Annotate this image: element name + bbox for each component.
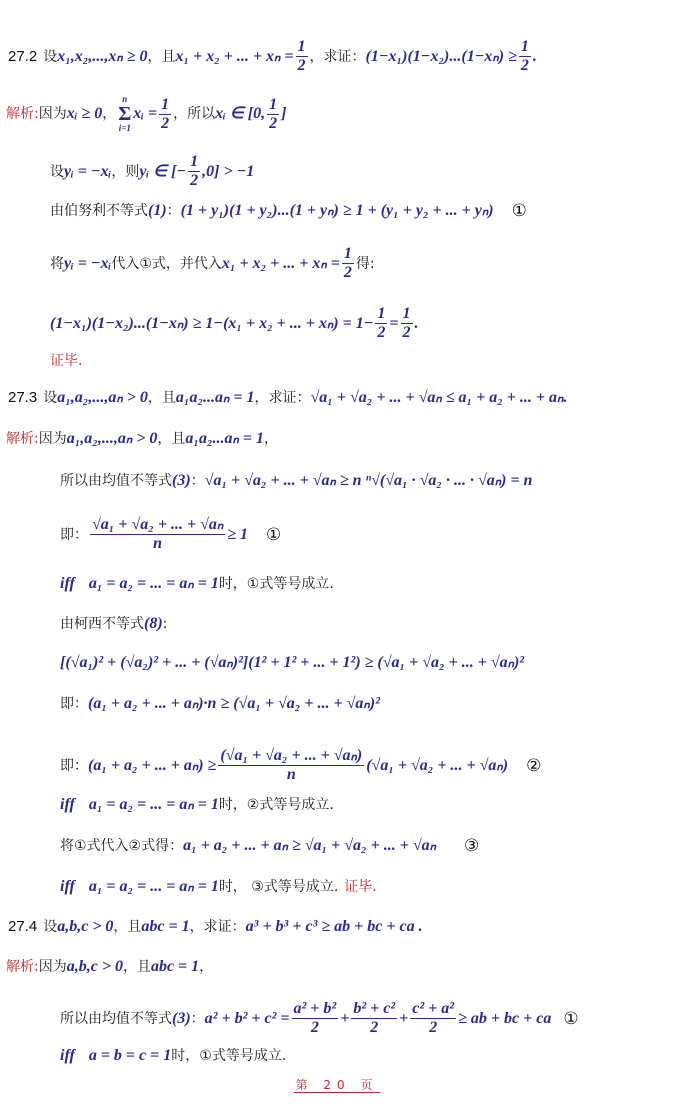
fraction: $\frac{1}{2}$: [190, 153, 199, 189]
fraction: $\frac{1}{2}$: [269, 95, 278, 132]
solution-line: 将①式代入②式得： a₁ + a₂ + ... + aₙ ≥ √a₁ + √a₂ + ... + √aₙ ③: [60, 836, 480, 856]
problem-27-3-statement: 27.3 设 a₁,a₂,...,aₙ > 0 ，且 a₁a₂...aₙ = 1 ，求证： √a₁ + √a₂ + ... + √aₙ ≤ a₁ + a₂ + ... + aₙ.: [8, 389, 568, 406]
page-number-footer: [0, 1074, 674, 1093]
solution-line: iff a₁ = a₂ = ... = aₙ = 1 时，②式等号成立.: [60, 796, 334, 813]
solution-line: 由柯西不等式 (8) :: [60, 615, 168, 632]
problem-27-4-statement: 27.4 设 a,b,c > 0 ，且 abc = 1 ，求证： a³ + b³ + c³ ≥ ab + bc + ca .: [8, 918, 423, 935]
solution-line: 所以由均值不等式 (3) ： a² + b² + c² = $\frac{\text{a² + b²}}{2}$ + $\frac{\text{b² + c²}}{2}$ + $\frac{\text{c² + a²}}{2}$ ≥ ab + bc + ca ①: [60, 1000, 579, 1036]
solution-line: 即： $\frac{\text{√a₁ + √a₂ + ... + √aₙ}}{n}$ ≥ 1 ①: [60, 516, 282, 552]
solution-line: 由伯努利不等式 (1) ： (1 + y₁)(1 + y₂)...(1 + yₙ) ≥ 1 + (y₁ + y₂ + ... + yₙ) ①: [50, 201, 527, 221]
summation-symbol: n Σ i=1: [118, 94, 132, 133]
equation-marker: ②: [526, 755, 542, 776]
solution-line: iff a = b = c = 1 时，①式等号成立.: [60, 1047, 287, 1064]
solution-line: (1−x₁)(1−x₂)...(1−xₙ) ≥ 1−(x₁ + x₂ + ... + xₙ) = 1− $\frac{1}{2}$ = $\frac{1}{2}$ .: [50, 305, 419, 341]
qed-line: [50, 351, 82, 371]
solution-line: 设 yᵢ = −xᵢ ，则 yᵢ ∈ [− $\frac{1}{2}$ ,0] > −1: [50, 153, 255, 189]
fraction: $\frac{1}{2}$: [402, 305, 411, 341]
equation-marker: ①: [511, 201, 527, 221]
solution-line: iff a₁ = a₂ = ... = aₙ = 1 时， ③式等号成立. 证毕.: [60, 878, 377, 895]
iff-keyword: iff: [60, 878, 75, 895]
fraction: $\frac{1}{2}$: [377, 305, 386, 341]
solution-line: 解析: 因为 xᵢ ≥ 0 ， n Σ i=1 xᵢ = $\frac{1}{2}$ ，所以 xᵢ ∈ [0, $\frac{1}{2}$ ]: [6, 94, 287, 133]
qed-label: 证毕.: [344, 879, 377, 895]
problem-number: 27.3: [8, 389, 38, 406]
fraction: $\frac{\text{√a₁ + √a₂ + ... + √aₙ}}{n}$: [92, 516, 224, 552]
qed-label: 证毕.: [50, 353, 83, 369]
iff-keyword: iff: [60, 575, 75, 592]
fraction: $\frac{1}{2}$: [161, 95, 170, 132]
solution-line: 解析: 因为 a₁,a₂,...,aₙ > 0 ，且 a₁a₂...aₙ = 1 ，: [6, 430, 279, 447]
iff-keyword: iff: [60, 796, 75, 813]
equation-marker: ①: [563, 1008, 579, 1029]
fraction: $\frac{\text{(√a₁ + √a₂ + ... + √aₙ)}}{n}$: [220, 747, 363, 783]
iff-keyword: iff: [60, 1047, 75, 1064]
solution-line: 所以由均值不等式 (3) ： √a₁ + √a₂ + ... + √aₙ ≥ n ⁿ√(√a₁ · √a₂ · ... · √aₙ) = n: [60, 472, 533, 489]
equation-marker: ③: [464, 836, 480, 856]
solution-line: 解析: 因为 a,b,c > 0 ，且 abc = 1 ，: [6, 958, 214, 975]
fraction: $\frac{1}{2}$: [520, 38, 529, 74]
fraction: $\frac{\text{a² + b²}}{2}$: [293, 1000, 337, 1036]
page-number: 第 20 页: [295, 1078, 379, 1092]
equation-marker: ①: [266, 524, 282, 545]
problem-27-2-statement: 27.2 设 x₁,x₂,...,xₙ ≥ 0 ，且 x₁ + x₂ + ... + xₙ = $\frac{1}{2}$ ，求证： (1−x₁)(1−x₂)...(1−xₙ) ≥ $\frac{1}{2}$ .: [8, 38, 537, 74]
solution-line: 即： (a₁ + a₂ + ... + aₙ)·n ≥ (√a₁ + √a₂ + ... + √aₙ)²: [60, 695, 380, 712]
fraction: $\frac{\text{c² + a²}}{2}$: [412, 1000, 455, 1036]
solution-line: iff a₁ = a₂ = ... = aₙ = 1 时，①式等号成立.: [60, 575, 334, 592]
solution-label: 解析:: [6, 959, 39, 975]
fraction: $\frac{1}{2}$: [343, 245, 352, 281]
solution-line: 即： (a₁ + a₂ + ... + aₙ) ≥ $\frac{\text{(√a₁ + √a₂ + ... + √aₙ)}}{n}$ (√a₁ + √a₂ + ... + √aₙ) ②: [60, 747, 542, 783]
solution-label: 解析:: [6, 431, 39, 447]
solution-line: [(√a₁)² + (√a₂)² + ... + (√aₙ)²](1² + 1² + ... + 1²) ≥ (√a₁ + √a₂ + ... + √aₙ)²: [60, 654, 525, 671]
solution-line: 将 yᵢ = −xᵢ 代入①式，并代入 x₁ + x₂ + ... + xₙ = $\frac{1}{2}$ 得:: [50, 245, 375, 281]
solution-label: 解析:: [6, 106, 39, 122]
fraction: $\frac{1}{2}$: [297, 38, 306, 74]
problem-number: 27.2: [8, 47, 38, 65]
fraction: $\frac{\text{b² + c²}}{2}$: [353, 1000, 396, 1036]
problem-number: 27.4: [8, 918, 38, 935]
